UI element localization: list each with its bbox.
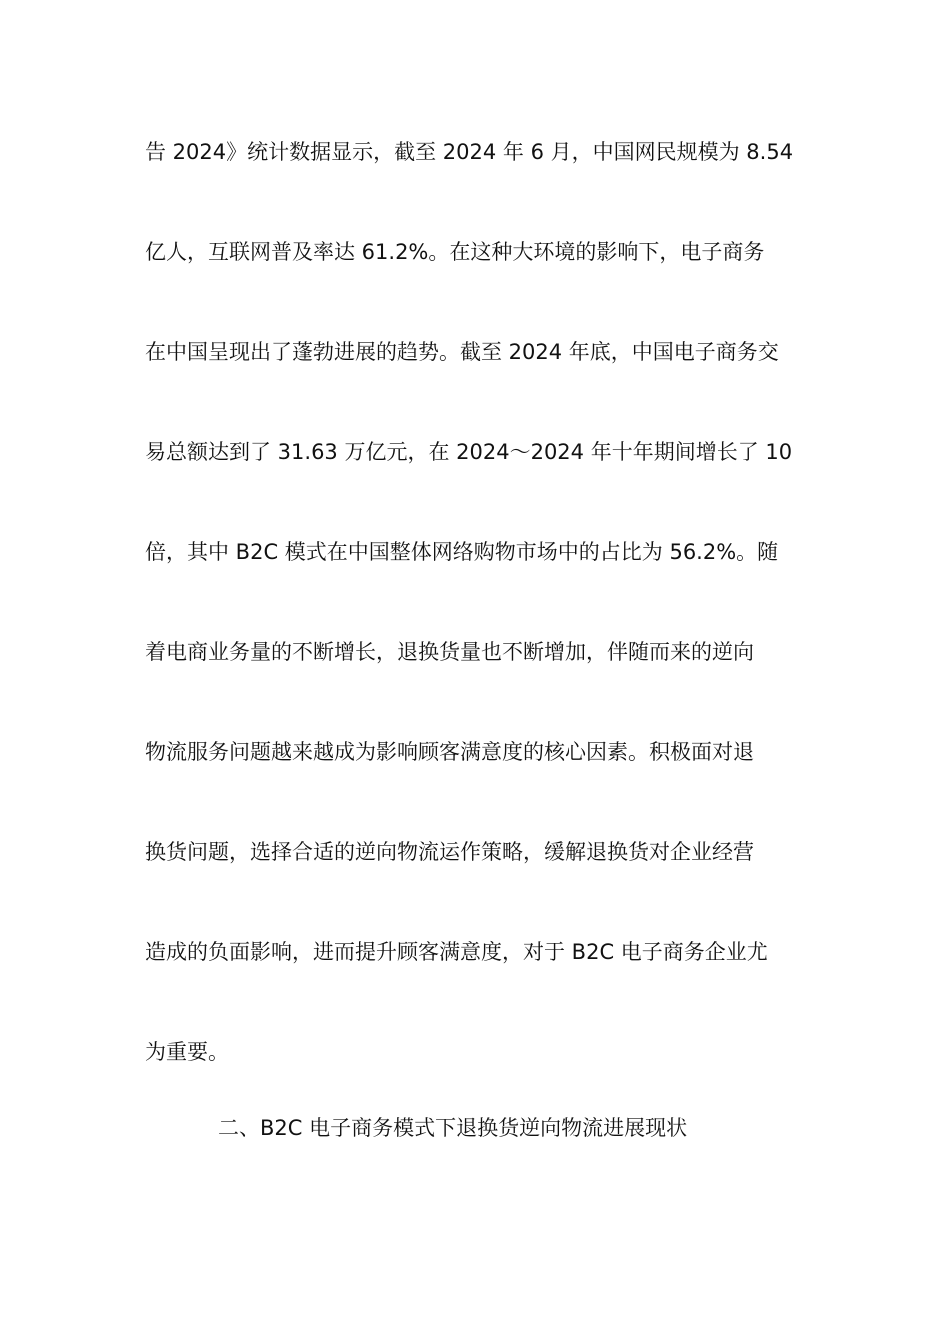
paragraph-line: 造成的负面影响，进而提升顾客满意度，对于 B2C 电子商务企业尤 [145,940,768,964]
paragraph-line: 在中国呈现出了蓬勃进展的趋势。截至 2024 年底，中国电子商务交 [145,340,779,364]
paragraph-line: 倍，其中 B2C 模式在中国整体网络购物市场中的占比为 56.2%。随 [145,540,779,564]
paragraph-line: 着电商业务量的不断增长，退换货量也不断增加，伴随而来的逆向 [145,640,754,664]
paragraph-line: 易总额达到了 31.63 万亿元，在 2024～2024 年十年期间增长了 10 [145,440,793,464]
paragraph-line: 告 2024》统计数据显示，截至 2024 年 6 月，中国网民规模为 8.54 [145,140,794,164]
paragraph-line: 物流服务问题越来越成为影响顾客满意度的核心因素。积极面对退 [145,740,754,764]
section-heading: 二、B2C 电子商务模式下退换货逆向物流进展现状 [218,1116,688,1140]
paragraph-line: 亿人，互联网普及率达 61.2%。在这种大环境的影响下，电子商务 [145,240,765,264]
paragraph-line: 换货问题，选择合适的逆向物流运作策略，缓解退换货对企业经营 [145,840,754,864]
paragraph-line: 为重要。 [145,1040,229,1064]
body-paragraph [145,132,810,1132]
